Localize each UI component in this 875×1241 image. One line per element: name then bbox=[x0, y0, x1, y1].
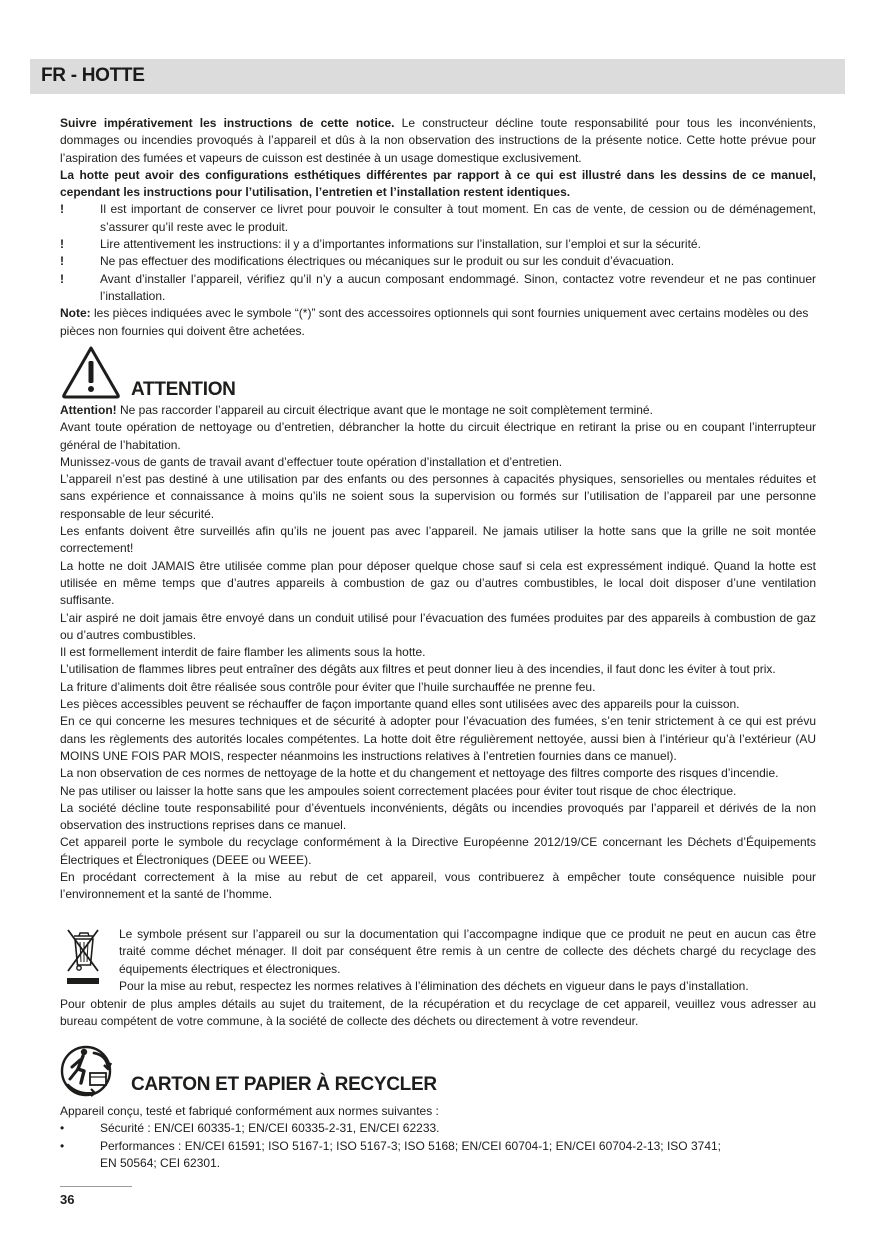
attention-paragraph: La friture d’aliments doit être réalisée sous contrôle pour éviter que l’huile surchauffée ne prenne feu. bbox=[60, 679, 596, 694]
attention-paragraph: Les enfants doivent être surveillés afin qu’ils ne jouent pas avec l’appareil. Ne jamais utiliser la hotte sans que la grille ne soit montée correctement! bbox=[60, 524, 816, 556]
standards-text: Sécurité : EN/CEI 60335-1; EN/CEI 60335-2-31, EN/CEI 62233. bbox=[100, 1121, 440, 1136]
optional-parts-note bbox=[60, 305, 816, 340]
standards-intro: Appareil conçu, testé et fabriqué conformément aux normes suivantes : bbox=[60, 1104, 439, 1118]
attention-section bbox=[60, 402, 816, 904]
attention-first-text: Ne pas raccorder l’appareil au circuit électrique avant que le montage ne soit complètement terminé. bbox=[116, 403, 653, 417]
attention-paragraph: Cet appareil porte le symbole du recyclage conformément à la Directive Européenne 2012/19/CE concernant les Déchets d’Équipements Électriques et Électroniques (DEEE ou WEEE). bbox=[60, 835, 816, 867]
standards-section bbox=[60, 1103, 816, 1172]
attention-paragraph: Il est formellement interdit de faire flamber les aliments sous la hotte. bbox=[60, 645, 426, 660]
intro-section bbox=[60, 115, 816, 340]
warning-text: Ne pas effectuer des modifications électriques ou mécaniques sur le produit ou sur les conduit d’évacuation. bbox=[100, 254, 675, 269]
intro-text: Le constructeur décline toute responsabilité pour tous les inconvénients, dommages ou incendies provoqués à l’appareil et dûs à la non observation des instructions de la présente notice. Cette hotte prévue pour l’aspiration des fumées et vapeurs de cuisson est destinée à un usage domestique exclusivement. bbox=[60, 116, 816, 165]
section-header-bar bbox=[30, 59, 845, 94]
standards-text: Performances : EN/CEI 61591; ISO 5167-1; ISO 5167-3; ISO 5168; EN/CEI 60704-1; EN/CEI 60704-2-13; ISO 3741; EN 50564; CEI 62301. bbox=[100, 1138, 721, 1170]
bullet-dot: • bbox=[60, 1138, 65, 1153]
standards-item bbox=[60, 1120, 816, 1137]
warning-triangle-icon bbox=[60, 344, 122, 400]
intro-paragraph bbox=[60, 115, 816, 167]
exclamation-mark: ! bbox=[60, 202, 64, 217]
disposal-info bbox=[60, 996, 816, 1031]
attention-paragraph: Les pièces accessibles peuvent se réchauffer de façon importante quand elles sont utilisées avec des appareils pour la cuisson. bbox=[60, 697, 740, 712]
warning-item bbox=[60, 271, 816, 306]
section-title: FR - HOTTE bbox=[41, 65, 145, 86]
warning-text: Avant d’installer l’appareil, vérifiez qu’il n’y a aucun composant endommagé. Sinon, contactez votre revendeur et ne pas continuer l’installation. bbox=[100, 271, 816, 303]
footer-divider bbox=[60, 1186, 132, 1187]
crossed-out-bin-icon bbox=[64, 927, 102, 985]
intro-bold-lead: Suivre impérativement les instructions de cette notice. bbox=[60, 116, 395, 130]
attention-paragraph: Munissez-vous de gants de travail avant d’effectuer toute opération d’installation et d’entretien. bbox=[60, 454, 563, 469]
note-label: Note: bbox=[60, 306, 91, 321]
standards-item bbox=[60, 1138, 816, 1173]
attention-paragraph: La hotte ne doit JAMAIS être utilisée comme plan pour déposer quelque chose sauf si cela est expressément indiqué. Quand la hotte est utilisée en même temps que d’autres appareils à combustion de gaz ou d’autres combustibles, le local doit disposer d’une ventilation suffisante. bbox=[60, 558, 816, 608]
recycling-heading: CARTON ET PAPIER À RECYCLER bbox=[131, 1074, 437, 1095]
attention-paragraph: En procédant correctement à la mise au rebut de cet appareil, vous contribuerez à empêcher toute conséquence nuisible pour l’environnement et la santé de l’homme. bbox=[60, 870, 816, 902]
warning-item bbox=[60, 253, 816, 270]
cardboard-recycling-icon bbox=[60, 1045, 116, 1097]
exclamation-mark: ! bbox=[60, 237, 64, 252]
attention-paragraph: L’utilisation de flammes libres peut entraîner des dégâts aux filtres et peut donner lieu à des incendies, il faut donc les éviter à tout prix. bbox=[60, 662, 776, 677]
exclamation-mark: ! bbox=[60, 271, 64, 286]
warning-text: Il est important de conserver ce livret pour pouvoir le consulter à tout moment. En cas de vente, de cession ou de déménagement, s’assurer qu’il reste avec le produit. bbox=[100, 202, 816, 234]
warning-item bbox=[60, 201, 816, 236]
warning-item bbox=[60, 236, 816, 253]
weee-notice bbox=[119, 926, 816, 995]
attention-paragraph: La société décline toute responsabilité pour d’éventuels inconvénients, dégâts ou incendies provoqués par l’appareil et dérivés de la non observation des instructions reprises dans ce manuel. bbox=[60, 800, 816, 833]
note-text: les pièces indiquées avec le symbole “(*)” sont des accessoires optionnels qui sont fournies uniquement avec certains modèles ou des pièces non fournies qui doivent être achetées. bbox=[60, 306, 809, 338]
attention-paragraph: Avant toute opération de nettoyage ou d’entretien, débrancher la hotte du circuit électrique en retirant la prise ou en coupant l’interrupteur général de l’habitation. bbox=[60, 420, 816, 452]
weee-paragraph: Pour la mise au rebut, respectez les normes relatives à l’élimination des déchets en vigueur dans le pays d’installation. bbox=[119, 978, 749, 993]
disposal-paragraph: Pour obtenir de plus amples détails au sujet du traitement, de la récupération et du recyclage de cet appareil, veuillez vous adresser au bureau compétent de votre commune, à la société de collecte des déchets ou directement à votre revendeur. bbox=[60, 997, 816, 1029]
page-number: 36 bbox=[60, 1192, 75, 1207]
configuration-note-text: La hotte peut avoir des configurations esthétiques différentes par rapport à ce qui est illustré dans les dessins de ce manuel, cependant les instructions pour l’utilisation, l’entretien et l’installation restent identiques. bbox=[60, 167, 816, 200]
weee-paragraph: Le symbole présent sur l’appareil ou sur la documentation qui l’accompagne indique que ce produit ne peut en aucun cas être traité comme déchet ménager. Il doit par conséquent être remis à un centre de collecte des déchets chargé du recyclage des équipements électriques et électroniques. bbox=[119, 927, 816, 976]
attention-bold-lead: Attention! bbox=[60, 403, 117, 417]
bullet-dot: • bbox=[60, 1121, 65, 1136]
attention-paragraph: La non observation de ces normes de nettoyage de la hotte et du changement et nettoyage des filtres comporte des risques d’incendie. bbox=[60, 766, 779, 781]
configuration-note bbox=[60, 167, 816, 202]
warning-text: Lire attentivement les instructions: il y a d’importantes informations sur l’installation, sur l’emploi et sur la sécurité. bbox=[100, 237, 701, 252]
attention-paragraph: L’air aspiré ne doit jamais être envoyé dans un conduit utilisé pour l’évacuation des fumées produites par des appareils à combustion de gaz ou d’autres combustibles. bbox=[60, 610, 816, 642]
attention-heading: ATTENTION bbox=[131, 379, 236, 400]
exclamation-mark: ! bbox=[60, 254, 64, 269]
attention-paragraph: En ce qui concerne les mesures techniques et de sécurité à adopter pour l’évacuation des fumées, s’en tenir strictement à ce qui est prévu dans les règlements des autorités locales compétentes. La hotte doit être régulièrement nettoyée, aussi bien à l’intérieur qu’à l’extérieur (AU MOINS UNE FOIS PAR MOIS, respecter néanmoins les instructions relatives à l’entretien fournies dans ce manuel). bbox=[60, 714, 816, 763]
attention-paragraph: Ne pas utiliser ou laisser la hotte sans que les ampoules soient correctement placées pour éviter tout risque de choc électrique. bbox=[60, 783, 737, 798]
attention-paragraph bbox=[60, 402, 816, 419]
attention-paragraph: L’appareil n’est pas destiné à une utilisation par des enfants ou des personnes à capacités physiques, sensorielles ou mentales réduites et sans expérience et connaissance à moins qu’ils ne soient sous la supervision ou formés sur l’utilisation de l’appareil par une personne responsable de leur sécurité. bbox=[60, 472, 816, 521]
